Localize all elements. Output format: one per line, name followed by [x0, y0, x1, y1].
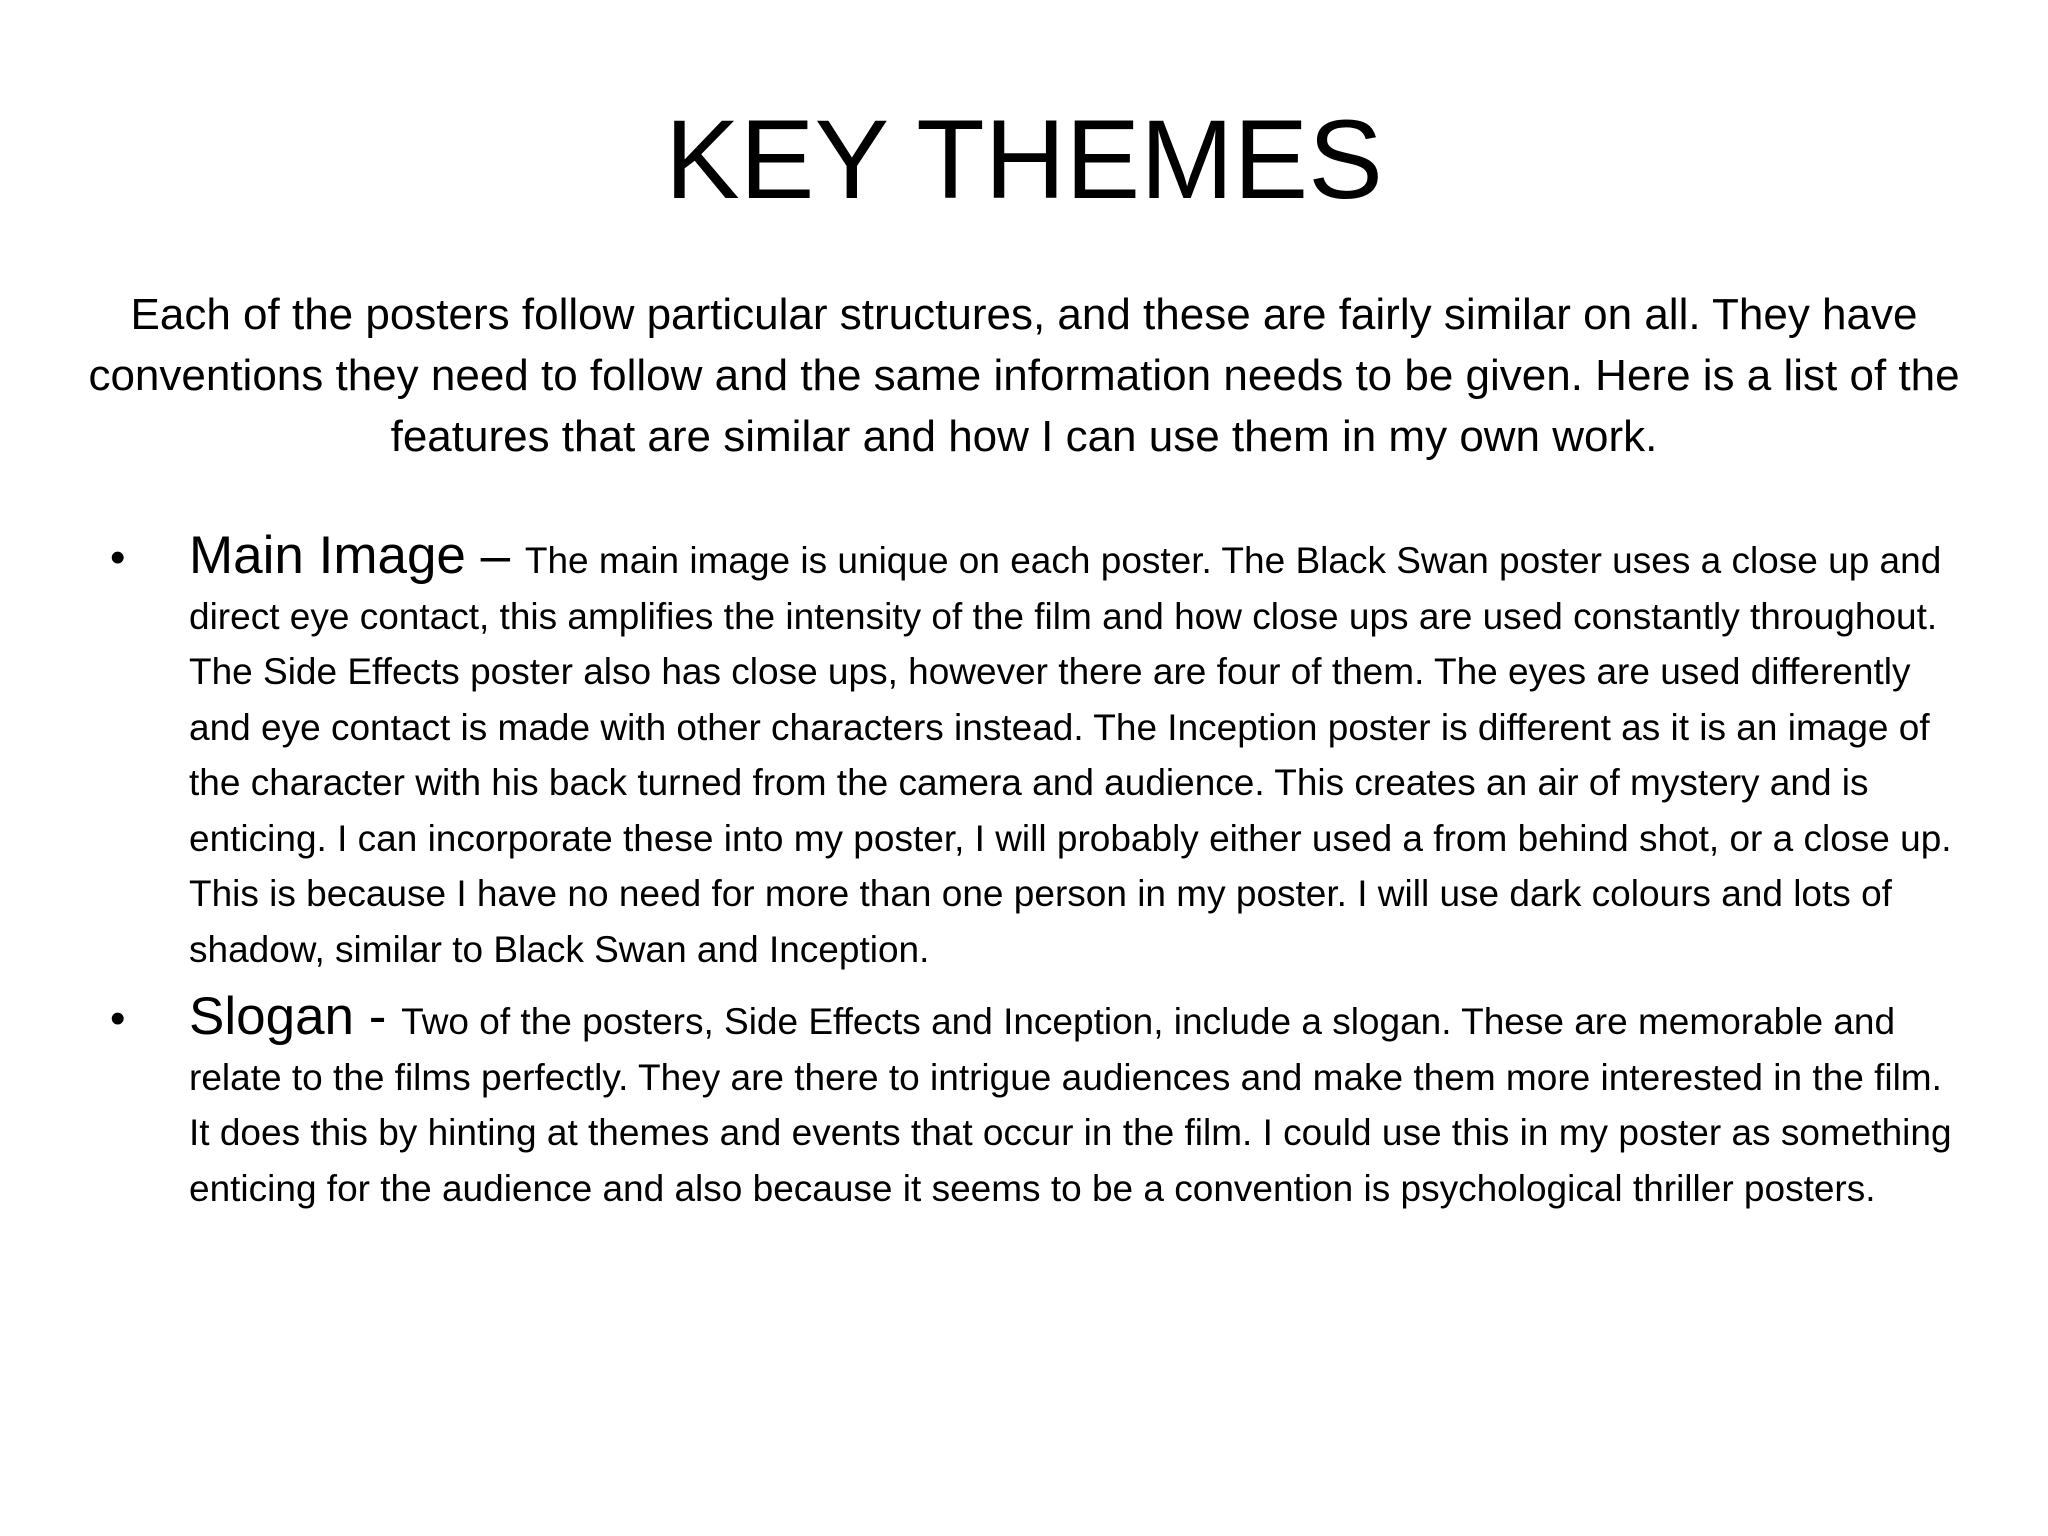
bullet-heading-slogan: Slogan -	[189, 987, 402, 1046]
intro-paragraph: Each of the posters follow particular structures, and these are fairly similar on all. They have conventions they need to follow and the same information needs to be given. Here is a list of the features that are similar and how I can use them in my own work.	[88, 290, 1960, 461]
bullet-list	[0, 528, 2048, 1216]
bullet-marker: •	[110, 533, 126, 582]
bullet-item-main-image	[0, 528, 2048, 977]
bullet-text-main-image: The main image is unique on each poster. The Black Swan poster uses a close up and direct eye contact, this amplifies the intensity of the film and how close ups are used constantly throughout. The Side Effects poster also has close ups, however there are four of them. The eyes are used differently and eye contact is made with other characters instead. The Inception poster is different as it is an image of the character with his back turned from the camera and audience. This creates an air of mystery and is enticing. I can incorporate these into my poster, I will probably either used a from behind shot, or a close up. This is because I have no need for more than one person in my poster. I will use dark colours and lots of shadow, similar to Black Swan and Inception.	[189, 540, 1952, 970]
bullet-text-slogan: Two of the posters, Side Effects and Inception, include a slogan. These are memorable and relate to the films perfectly. They are there to intrigue audiences and make them more interested in the film. It does this by hinting at themes and events that occur in the film. I could use this in my poster as something enticing for the audience and also because it seems to be a convention is psychological thriller posters.	[189, 1001, 1952, 1209]
bullet-item-slogan	[0, 989, 2048, 1216]
bullet-heading-main-image: Main Image –	[189, 526, 525, 585]
bullet-marker: •	[110, 994, 126, 1043]
slide-title: KEY THEMES	[665, 97, 1383, 222]
